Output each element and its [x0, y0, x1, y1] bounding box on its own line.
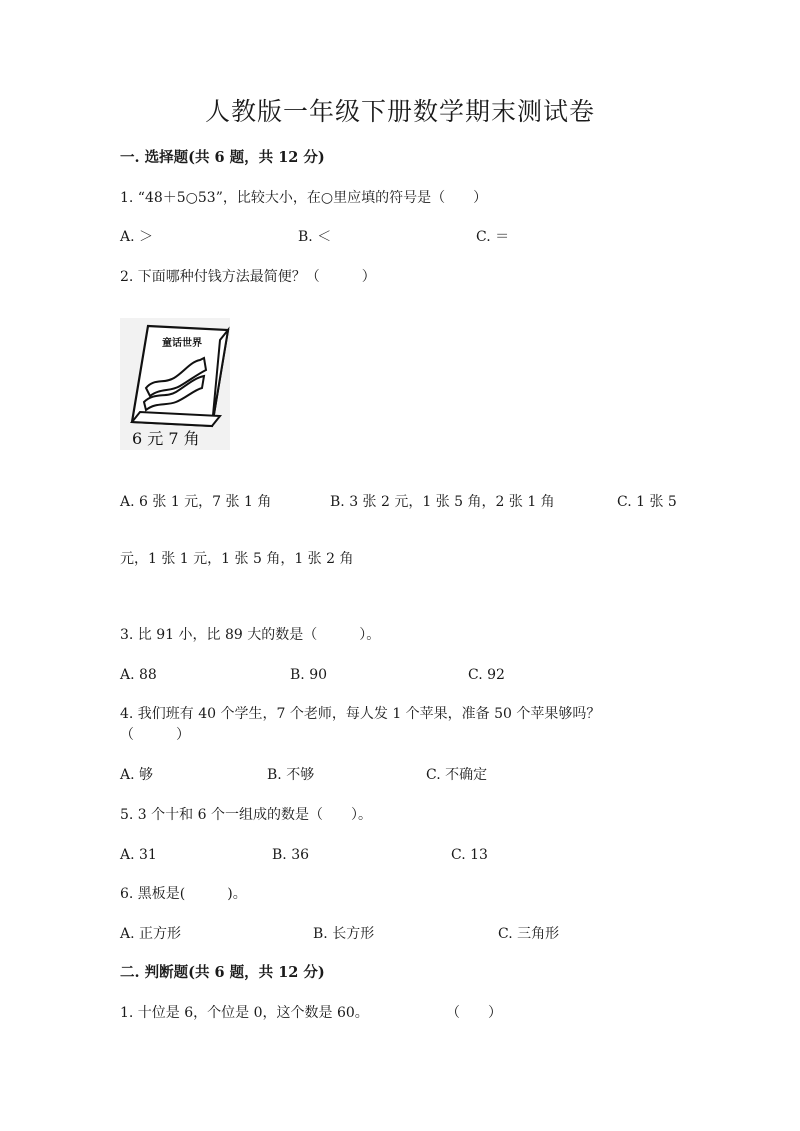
question-4-option-b: B. 不够 [267, 767, 315, 783]
question-3-option-b: B. 90 [290, 667, 328, 683]
storybook-price: 6 元 7 角 [132, 429, 200, 448]
question-2-option-b: B. 3 张 2 元，1 张 5 角，2 张 1 角 [330, 494, 555, 510]
question-4-option-a: A. 够 [120, 767, 154, 783]
question-5-text: 5. 3 个十和 6 个一组成的数是（ ）。 [120, 807, 372, 823]
question-2-option-a: A. 6 张 1 元，7 张 1 角 [120, 494, 272, 510]
section-heading-choice: 一. 选择题(共 6 题，共 12 分) [120, 149, 325, 166]
judge-question-1-text: 1. 十位是 6，个位是 0，这个数是 60。 [120, 1005, 369, 1021]
question-3-option-c: C. 92 [468, 667, 505, 683]
page-title: 人教版一年级下册数学期末测试卷 [204, 97, 595, 126]
question-3-option-a: A. 88 [120, 667, 157, 683]
question-5-option-a: A. 31 [120, 847, 157, 863]
storybook-figure [120, 318, 230, 450]
question-2-option-c: C. 1 张 5 [617, 494, 677, 510]
question-1-option-c: C. ＝ [476, 229, 510, 245]
question-4-text: 4. 我们班有 40 个学生，7 个老师，每人发 1 个苹果，准备 50 个苹果够吗？ [120, 706, 601, 722]
question-3-text: 3. 比 91 小，比 89 大的数是（ ）。 [120, 627, 381, 643]
question-5-option-b: B. 36 [272, 847, 310, 863]
question-4-blank: （ ） [120, 727, 190, 743]
question-1-option-b: B. ＜ [298, 229, 332, 245]
question-1-text: 1. “48＋5○53”，比较大小，在○里应填的符号是（ ） [120, 190, 488, 206]
question-6-option-b: B. 长方形 [313, 926, 375, 942]
question-2-text: 2. 下面哪种付钱方法最简便？（ ） [120, 269, 376, 285]
question-6-option-c: C. 三角形 [498, 926, 560, 942]
storybook-icon [120, 318, 230, 450]
question-4-option-c: C. 不确定 [426, 767, 488, 783]
section-heading-true-false: 二. 判断题(共 6 题，共 12 分) [120, 964, 325, 981]
question-6-option-a: A. 正方形 [120, 926, 182, 942]
storybook-title: 童话世界 [162, 338, 202, 349]
question-6-text: 6. 黑板是( )。 [120, 886, 247, 902]
question-2-option-c-continued: 元，1 张 1 元，1 张 5 角，1 张 2 角 [120, 551, 354, 567]
question-1-option-a: A. ＞ [120, 229, 154, 245]
judge-question-1-blank: （ ） [446, 1005, 502, 1021]
question-5-option-c: C. 13 [451, 847, 488, 863]
